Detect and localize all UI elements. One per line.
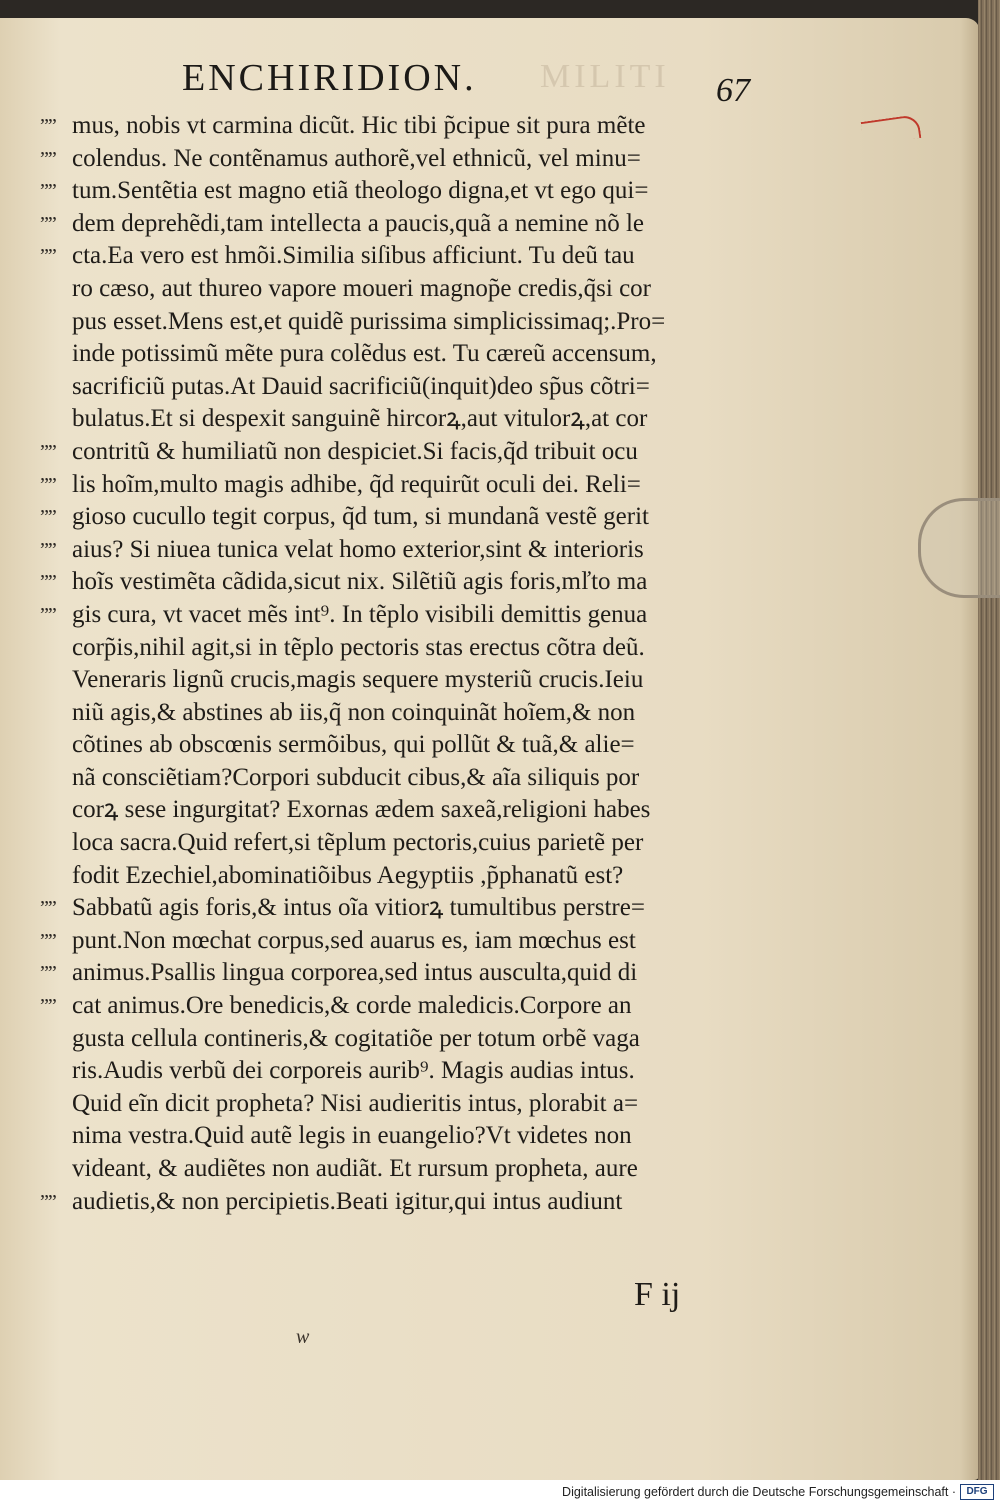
- text-line: [40, 632, 830, 665]
- text-line: [40, 892, 830, 925]
- line-text: Quid eĩn dicit propheta? Nisi audieritis intus, plorabit a=: [72, 1089, 639, 1117]
- line-text: ris.Audis verbũ dei corporeis aurib⁹. Magis audias intus.: [72, 1057, 635, 1085]
- line-text: inde potissimũ mẽte pura colẽdus est. Tu cæreũ accensum,: [72, 340, 657, 368]
- text-line: [40, 1186, 830, 1219]
- page-edges: [978, 0, 1000, 1480]
- line-text: aius? Si niuea tunica velat homo exterior,sint & interioris: [72, 535, 644, 563]
- text-line: [40, 143, 830, 176]
- text-line: [40, 794, 830, 827]
- text-line: [40, 1153, 830, 1186]
- line-text: fodit Ezechiel,abominatiõibus Aegyptiis ,p̃phanatũ est?: [72, 861, 624, 889]
- marginal-quote-mark: ””: [40, 929, 56, 952]
- line-text: contritũ & humiliatũ non despiciet.Si facis,q̃d tribuit ocu: [72, 437, 638, 465]
- text-line: [40, 371, 830, 404]
- line-text: videant, & audiẽtes non audiãt. Et rursum propheta, aure: [72, 1155, 638, 1182]
- line-text: gis cura, vt vacet mẽs int⁹. In tẽplo visibili demittis genua: [72, 600, 648, 628]
- line-text: colendus. Ne contẽnamus authorẽ,vel ethnicũ, vel minu=: [72, 144, 641, 172]
- running-title: ENCHIRIDION.: [182, 57, 477, 99]
- line-text: cta.Ea vero est hmõi.Similia siſibus afficiunt. Tu deũ tau: [72, 242, 635, 270]
- text-line: [40, 860, 830, 893]
- marginal-quote-mark: ””: [40, 1190, 56, 1213]
- line-text: cõtines ab obscœnis sermõibus, qui pollũt & tuã,& alie=: [72, 731, 635, 759]
- text-line: [40, 436, 830, 469]
- marginal-quote-mark: ””: [40, 212, 56, 235]
- line-text: punt.Non mœchat corpus,sed auarus es, iam mœchus est: [72, 926, 636, 954]
- text-line: [40, 240, 830, 273]
- marginal-quote-mark: ””: [40, 571, 56, 594]
- text-line: [40, 501, 830, 534]
- line-text: gioso cucullo tegit corpus, q̃d tum, si mundanã vestẽ gerit: [72, 503, 649, 531]
- text-line: [40, 534, 830, 567]
- text-line: [40, 957, 830, 990]
- footer-bar: [0, 1480, 1000, 1505]
- marginal-quote-mark: ””: [40, 147, 56, 170]
- page-number: 67: [716, 72, 750, 109]
- marginal-quote-mark: ””: [40, 440, 56, 463]
- marginal-quote-mark: ””: [40, 897, 56, 920]
- text-line: [40, 175, 830, 208]
- stray-ink-mark: w: [296, 1326, 310, 1348]
- text-line: [40, 1023, 830, 1056]
- text-line: [40, 762, 830, 795]
- text-line: [40, 110, 830, 143]
- text-line: [40, 566, 830, 599]
- text-line: [40, 403, 830, 436]
- bleed-through-title: MILITI: [540, 58, 670, 95]
- line-text: bulatus.Et si despexit sanguinẽ hircorꝝ,aut vitulorꝝ,at cor: [72, 405, 648, 433]
- line-text: ro cæso, aut thureo vapore moueri magnop̃e credis,q̃si cor: [72, 274, 651, 302]
- text-line: [40, 729, 830, 762]
- line-text: corꝝ sese ingurgitat? Exornas ædem saxeã,religioni habes: [72, 796, 651, 824]
- marginal-quote-mark: ””: [40, 603, 56, 626]
- text-line: [40, 469, 830, 502]
- text-line: [40, 306, 830, 339]
- text-line: [40, 338, 830, 371]
- marginal-quote-mark: ””: [40, 245, 56, 268]
- text-line: [40, 827, 830, 860]
- line-text: loca sacra.Quid refert,si tẽplum pectoris,cuius parietẽ per: [72, 829, 644, 857]
- marginal-quote-mark: ””: [40, 473, 56, 496]
- line-text: corp̃is,nihil agit,si in tẽplo pectoris stas erectus cõtra deũ.: [72, 633, 645, 661]
- text-line: [40, 1055, 830, 1088]
- text-line: [40, 1088, 830, 1121]
- line-text: Veneraris lignũ crucis,magis sequere mysteriũ crucis.Ieiu: [72, 666, 644, 694]
- line-text: cat animus.Ore benedicis,& corde maledicis.Corpore an: [72, 992, 632, 1020]
- line-text: gusta cellula contineris,& cogitatiõe per totum orbẽ vaga: [72, 1024, 640, 1052]
- line-text: tum.Sentẽtia est magno etiã theologo digna,et vt ego qui=: [72, 177, 649, 205]
- marginal-quote-mark: ””: [40, 962, 56, 985]
- line-text: lis hoĩm,multo magis adhibe, q̃d requirũt oculi dei. Reli=: [72, 470, 641, 498]
- line-text: mus, nobis vt carmina dicũt. Hic tibi p̃cipue sit pura mẽte: [72, 112, 646, 139]
- line-text: niũ agis,& abstines ab iis,q̃ non coinquinãt hoĩem,& non: [72, 698, 636, 726]
- marginal-quote-mark: ””: [40, 506, 56, 529]
- text-line: [40, 925, 830, 958]
- line-text: hoĩs vestimẽta cãdida,sicut nix. Silẽtiũ agis foris,mľto ma: [72, 568, 648, 596]
- line-text: pus esset.Mens est,et quidẽ purissima simplicissimaq;.Pro=: [72, 307, 666, 335]
- dfg-logo: DFG: [960, 1484, 994, 1500]
- text-line: [40, 990, 830, 1023]
- marginal-quote-mark: ””: [40, 115, 56, 137]
- funding-credit: Digitalisierung gefördert durch die Deutsche Forschungsgemeinschaft ·: [562, 1485, 956, 1499]
- marginal-quote-mark: ””: [40, 538, 56, 561]
- body-text: [40, 110, 830, 1218]
- marginal-quote-mark: ””: [40, 180, 56, 203]
- line-text: audietis,& non percipietis.Beati igitur,qui intus audiunt: [72, 1187, 623, 1215]
- marginal-quote-mark: ””: [40, 995, 56, 1018]
- text-line: [40, 599, 830, 632]
- line-text: animus.Psallis lingua corporea,sed intus ausculta,quid di: [72, 959, 638, 987]
- text-line: [40, 697, 830, 730]
- text-line: [40, 664, 830, 697]
- line-text: nima vestra.Quid autẽ legis in euangelio?Vt videtes non: [72, 1122, 632, 1150]
- text-line: [40, 208, 830, 241]
- line-text: sacrificiũ putas.At Dauid sacrificiũ(inquit)deo sp̃us cõtri=: [72, 372, 650, 400]
- line-text: dem deprehẽdi,tam intellecta a paucis,quã a nemine nõ le: [72, 209, 644, 237]
- signature-mark: F ij: [634, 1276, 681, 1313]
- page-clip: [918, 498, 1000, 598]
- text-line: [40, 273, 830, 306]
- line-text: nã consciẽtiam?Corpori subducit cibus,& aĩa siliquis por: [72, 763, 640, 791]
- line-text: Sabbatũ agis foris,& intus oĩa vitiorꝝ tumultibus perstre=: [72, 894, 645, 922]
- text-line: [40, 1120, 830, 1153]
